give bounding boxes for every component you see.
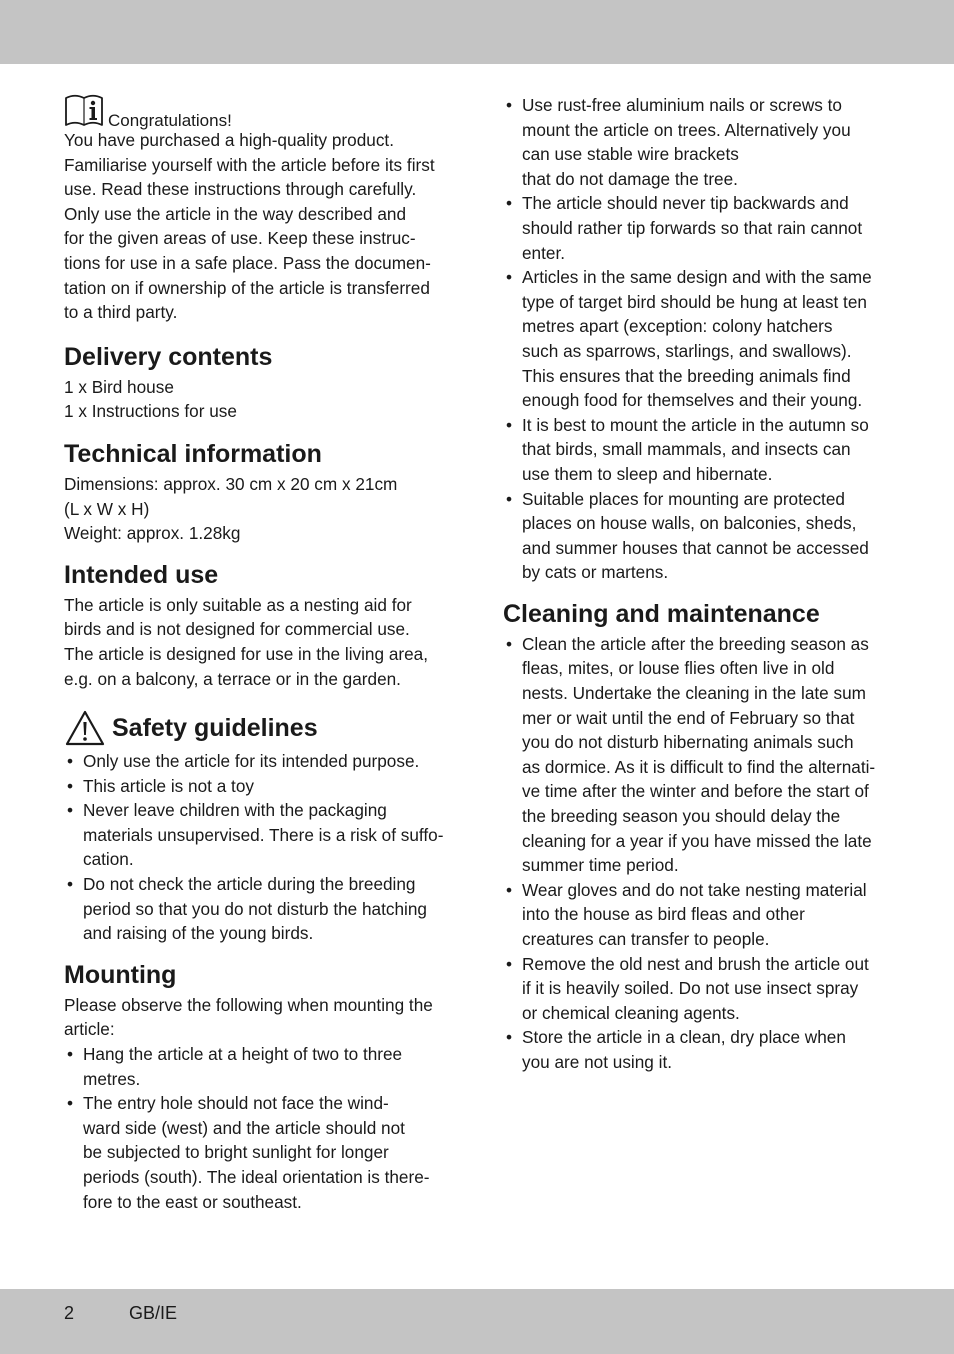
list-item	[64, 749, 454, 774]
list-item-line: should rather tip forwards so that rain cannot	[522, 217, 863, 238]
technical-line: (L x W x H)	[64, 498, 150, 519]
right-column	[503, 93, 895, 1075]
mounting-intro	[64, 993, 454, 1042]
list-item-line: periods (south). The ideal orientation is there-	[83, 1167, 430, 1187]
list-item-line: can use stable wire brackets	[522, 144, 739, 165]
list-item-line: mount the article on trees. Alternatively you	[522, 119, 851, 140]
list-item-line: you are not using it.	[522, 1051, 673, 1072]
list-item	[503, 878, 895, 952]
list-item-line: as dormice. As it is difficult to find the alternati-	[522, 756, 876, 777]
mounting-intro-line: Please observe the following when mounting the	[64, 994, 433, 1015]
intended-use-text	[64, 593, 454, 691]
language-code: GB/IE	[129, 1303, 178, 1323]
list-item-line: use them to sleep and hibernate.	[522, 463, 773, 484]
list-item	[64, 798, 454, 872]
list-item-line: • The article should never tip backwards and	[522, 193, 849, 214]
intended-line: The article is only suitable as a nesting aid for	[64, 594, 412, 615]
list-item-line: you do not disturb hibernating animals such	[522, 732, 854, 753]
intro-line: for the given areas of use. Keep these instruc-	[64, 228, 416, 249]
list-item-line: that do not damage the tree.	[522, 168, 738, 189]
list-item-line: if it is heavily soiled. Do not use insect spray	[522, 978, 859, 999]
left-column	[64, 92, 454, 1214]
list-item-line: • Suitable places for mounting are protected	[522, 488, 845, 509]
list-item-line: cleaning for a year if you have missed the late	[522, 830, 872, 851]
list-item	[503, 632, 895, 878]
list-item-line: fleas, mites, or louse flies often live in old	[522, 658, 835, 679]
list-item-line: period so that you do not disturb the hatching	[83, 898, 427, 919]
list-item	[503, 265, 895, 413]
list-item	[503, 952, 895, 1026]
technical-information-text	[64, 472, 454, 546]
safety-guidelines-heading: Safety guidelines	[112, 714, 318, 743]
intro-line: You have purchased a high-quality product.	[64, 130, 394, 150]
intended-line: The article is designed for use in the living area,	[64, 643, 429, 664]
list-item-line: • Hang the article at a height of two to three	[83, 1044, 403, 1065]
list-item-line: by cats or martens.	[522, 562, 669, 583]
technical-line: Weight: approx. 1.28kg	[64, 523, 241, 544]
list-item-line: places on house walls, on balconies, sheds,	[522, 513, 857, 534]
mounting-heading: Mounting	[64, 960, 177, 989]
list-item-line: and raising of the young birds.	[83, 923, 314, 944]
mounting-intro-line: article:	[64, 1019, 115, 1040]
delivery-contents-heading: Delivery contents	[64, 342, 273, 371]
info-manual-icon	[64, 94, 104, 128]
list-item-line: cation.	[83, 849, 134, 870]
intro-line: tation on if ownership of the article is transferred	[64, 277, 430, 298]
intro-heading-row	[64, 92, 454, 128]
list-item-line: type of target bird should be hung at least ten	[522, 291, 867, 312]
list-item-line: ward side (west) and the article should not	[83, 1117, 405, 1138]
intended-line: birds and is not designed for commercial use.	[64, 619, 410, 640]
list-item	[64, 1042, 454, 1091]
list-item-line: • This article is not a toy	[83, 775, 254, 796]
intro-paragraph	[64, 128, 454, 325]
list-item-line: and summer houses that cannot be accessed	[522, 537, 869, 558]
list-item-line: enter.	[522, 242, 566, 263]
list-item	[503, 1025, 895, 1074]
list-item-line: • Never leave children with the packaging	[83, 800, 387, 821]
list-item-line: materials unsupervised. There is a risk of suffo-	[83, 824, 444, 845]
list-item-line: fore to the east or southeast.	[83, 1191, 302, 1212]
technical-information-heading: Technical information	[64, 439, 322, 468]
list-item	[503, 191, 895, 265]
intro-heading: Congratulations!	[108, 111, 232, 130]
list-item-line: or chemical cleaning agents.	[522, 1002, 740, 1023]
list-item-line: This ensures that the breeding animals find	[522, 365, 851, 386]
list-item-line: enough food for themselves and their young.	[522, 390, 863, 411]
list-item-line: • Store the article in a clean, dry place when	[522, 1027, 846, 1048]
technical-line: Dimensions: approx. 30 cm x 20 cm x 21cm	[64, 473, 398, 494]
list-item	[503, 413, 895, 487]
safety-list	[64, 749, 454, 946]
list-item-line: • Articles in the same design and with the same	[522, 267, 872, 288]
delivery-line: 1 x Instructions for use	[64, 401, 237, 422]
list-item-line: • Remove the old nest and brush the article out	[522, 953, 869, 974]
mounting-list-continued	[503, 93, 895, 585]
delivery-line: 1 x Bird house	[64, 376, 174, 397]
list-item-line: metres.	[83, 1068, 141, 1089]
cleaning-list	[503, 632, 895, 1075]
list-item-line: • Clean the article after the breeding season as	[522, 633, 869, 654]
list-item-line: creatures can transfer to people.	[522, 929, 770, 949]
list-item-line: nests. Undertake the cleaning in the late sum	[522, 683, 866, 704]
list-item	[503, 487, 895, 585]
list-item-line: be subjected to bright sunlight for longer	[83, 1142, 389, 1163]
list-item-line: mer or wait until the end of February so that	[522, 707, 855, 728]
list-item-line: the breeding season you should delay the	[522, 806, 841, 827]
mounting-list	[64, 1042, 454, 1214]
list-item-line: • Do not check the article during the breeding	[83, 874, 416, 895]
list-item-line: such as sparrows, starlings, and swallows).	[522, 340, 852, 361]
page-number: 2	[64, 1303, 75, 1323]
list-item-line: • Use rust-free aluminium nails or screws to	[522, 95, 842, 115]
warning-triangle-icon	[64, 709, 106, 747]
list-item-line: into the house as bird fleas and other	[522, 904, 805, 925]
intro-line: to a third party.	[64, 302, 178, 323]
cleaning-maintenance-heading: Cleaning and maintenance	[503, 599, 820, 628]
list-item-line: • Wear gloves and do not take nesting material	[522, 879, 867, 900]
list-item-line: summer time period.	[522, 855, 679, 876]
intended-line: e.g. on a balcony, a terrace or in the garden.	[64, 668, 401, 689]
safety-heading-row	[64, 709, 454, 747]
list-item-line: metres apart (exception: colony hatchers	[522, 316, 833, 337]
list-item	[64, 1091, 454, 1214]
intended-use-heading: Intended use	[64, 560, 219, 589]
intro-line: tions for use in a safe place. Pass the documen-	[64, 252, 431, 273]
intro-line: use. Read these instructions through carefully.	[64, 179, 417, 200]
list-item	[503, 93, 895, 191]
list-item-line: • The entry hole should not face the wind-	[83, 1093, 389, 1114]
intro-line: Only use the article in the way described and	[64, 203, 407, 224]
delivery-contents-text	[64, 375, 454, 424]
list-item-line: • Only use the article for its intended purpose.	[83, 751, 420, 772]
list-item	[64, 872, 454, 946]
list-item-line: ve time after the winter and before the start of	[522, 781, 869, 802]
intro-line: Familiarise yourself with the article before its first	[64, 154, 435, 175]
list-item-line: • It is best to mount the article in the autumn so	[522, 414, 869, 435]
list-item-line: that birds, small mammals, and insects can	[522, 439, 851, 460]
list-item	[64, 774, 454, 799]
header-bar	[0, 0, 954, 64]
